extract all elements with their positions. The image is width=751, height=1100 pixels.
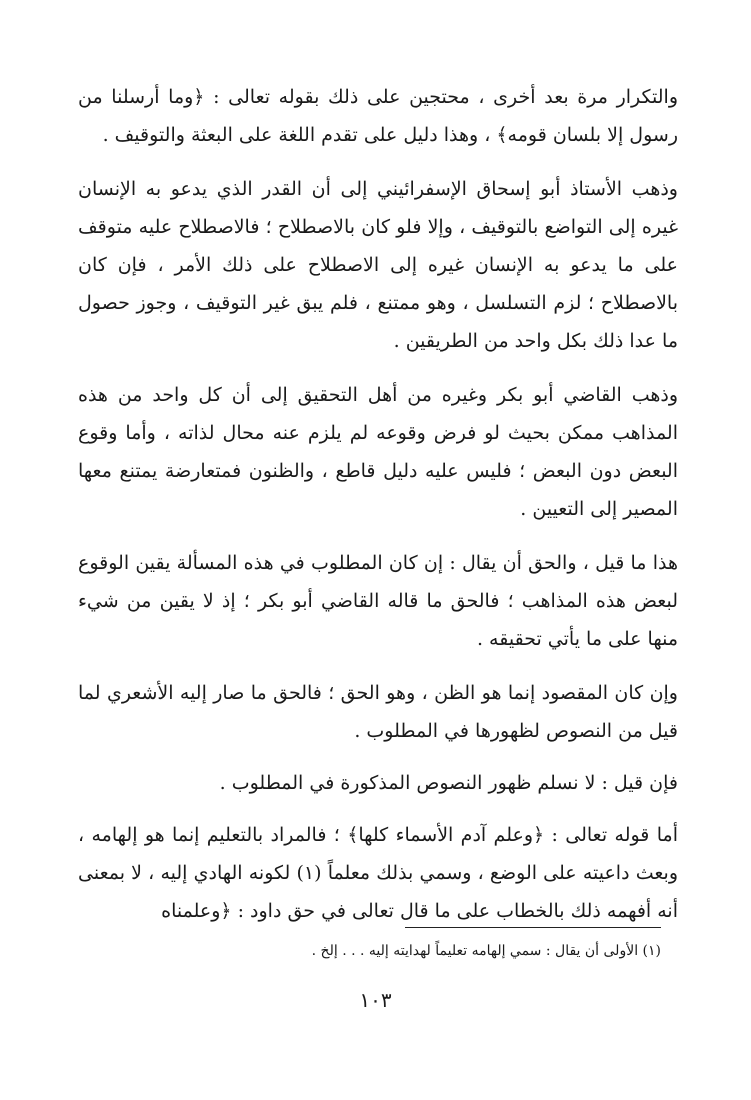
paragraph-5: وإن كان المقصود إنما هو الظن ، وهو الحق ؛ فالحق ما صار إليه الأشعري لما قيل من النصوص لظهورها في المطلوب . bbox=[78, 682, 678, 742]
paragraph-6: فإن قيل : لا نسلم ظهور النصوص المذكورة في المطلوب . bbox=[219, 772, 678, 794]
paragraph-1: والتكرار مرة بعد أخرى ، محتجين على ذلك بقوله تعالى : ﴿وما أرسلنا من رسول إلا بلسان قومه﴾ ، وهذا دليل على تقدم اللغة على البعثة والتوقيف . bbox=[78, 86, 678, 146]
paragraph-7: أما قوله تعالى : ﴿وعلم آدم الأسماء كلها﴾ ؛ فالمراد بالتعليم إنما هو إلهامه ، وبعث داعيته على الوضع ، وسمي بذلك معلماً (١) لكونه الهادي إليه ، لا بمعنى أنه أفهمه ذلك بالخطاب على ما قال تعالى في حق داود : ﴿وعلمناه bbox=[78, 824, 678, 922]
paragraph-3: وذهب القاضي أبو بكر وغيره من أهل التحقيق إلى أن كل واحد من هذه المذاهب ممكن بحيث لو فرض وقوعه لم يلزم عنه محال لذاته ، وأما وقوع البعض دون البعض ؛ فليس عليه دليل قاطع ، والظنون فمتعارضة يمتنع معها المصير إلى التعيين . bbox=[78, 384, 678, 520]
paragraph-4: هذا ما قيل ، والحق أن يقال : إن كان المطلوب في هذه المسألة يقين الوقوع لبعض هذه المذاهب ؛ فالحق ما قاله القاضي أبو بكر ؛ إذ لا يقين من شيء منها على ما يأتي تحقيقه . bbox=[78, 552, 678, 650]
footnote: (١) الأولى أن يقال : سمي إلهامه تعليماً لهدايته إليه . . . إلخ . bbox=[311, 943, 661, 959]
footnote-divider bbox=[405, 927, 661, 928]
page-number: ١٠٣ bbox=[359, 988, 392, 1012]
paragraph-2: وذهب الأستاذ أبو إسحاق الإسفرائيني إلى أن القدر الذي يدعو به الإنسان غيره إلى التواضع بالتوقيف ، وإلا فلو كان بالاصطلاح ؛ فالاصطلاح عليه متوقف على ما يدعو به الإنسان غيره إلى الاصطلاح على ذلك الأمر ، فإن كان بالاصطلاح ؛ لزم التسلسل ، وهو ممتنع ، فلم يبق غير التوقيف ، وجوز حصول ما عدا ذلك بكل واحد من الطريقين . bbox=[78, 178, 678, 352]
page-body bbox=[78, 78, 678, 930]
